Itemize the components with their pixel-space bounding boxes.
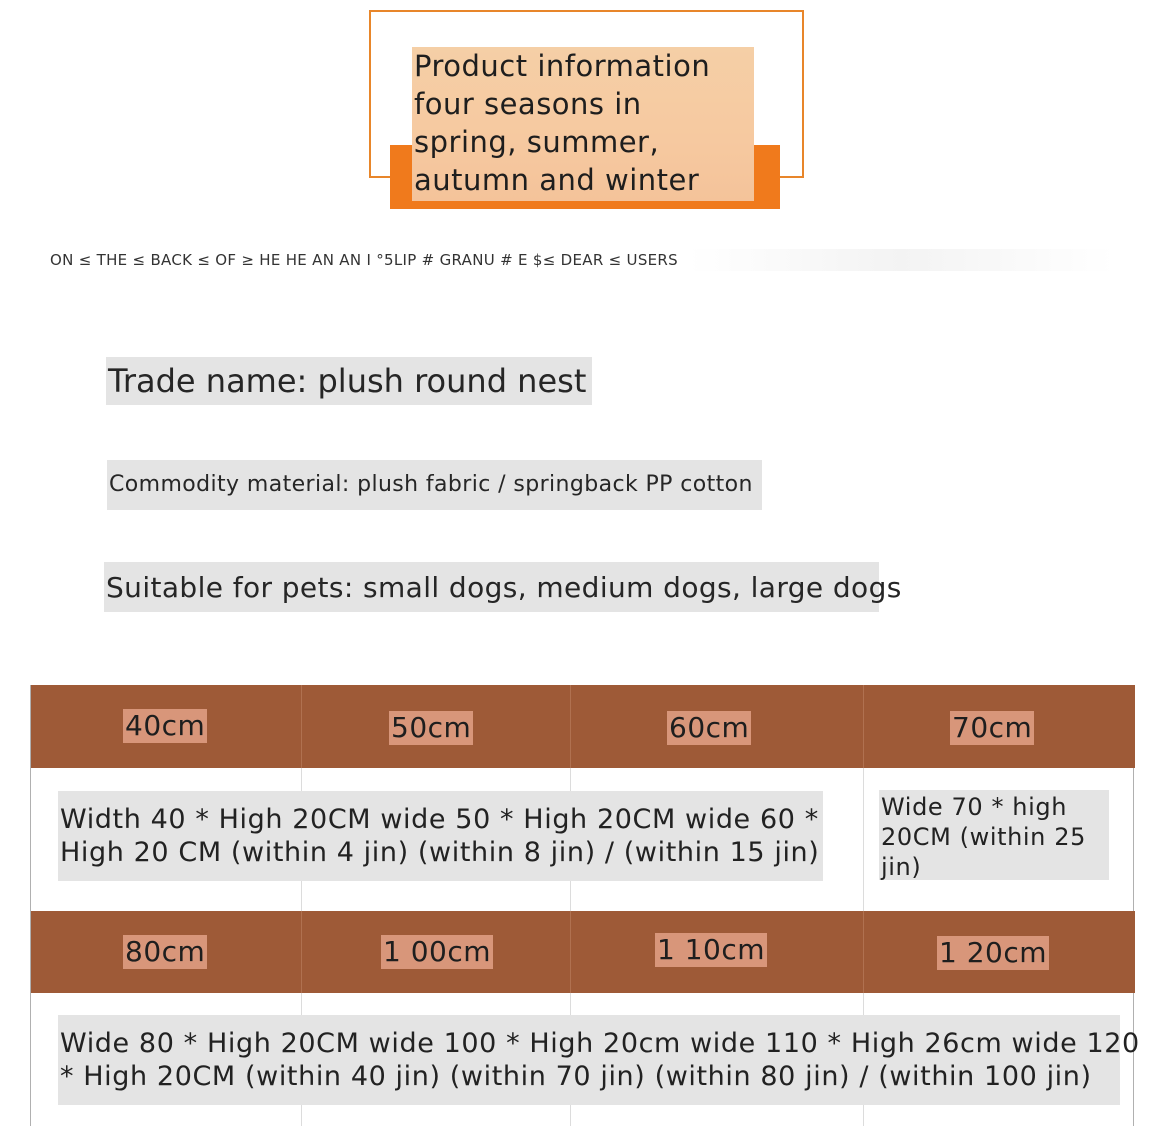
header-frame-foot bbox=[369, 176, 391, 178]
size-label: 1 10cm bbox=[657, 933, 766, 966]
header-title-line: autumn and winter bbox=[414, 163, 700, 197]
size-description-line: Wide 80 * High 20CM wide 100 * High 20cm wide 110 * High 26cm wide 120 bbox=[60, 1028, 1140, 1059]
size-label: 50cm bbox=[391, 711, 472, 744]
size-label: 1 00cm bbox=[383, 935, 492, 968]
header-title-line: Product information bbox=[414, 49, 711, 83]
band-divider bbox=[301, 685, 302, 768]
size-description-line: 20CM (within 25 bbox=[881, 823, 1086, 851]
header-frame-foot bbox=[778, 176, 802, 178]
header-title-line: four seasons in bbox=[414, 87, 642, 121]
size-description-line: jin) bbox=[881, 853, 922, 881]
size-description-line: Width 40 * High 20CM wide 50 * High 20CM wide 60 * bbox=[60, 804, 819, 835]
size-label: 60cm bbox=[669, 711, 750, 744]
size-label: 1 20cm bbox=[939, 936, 1048, 969]
band-divider bbox=[570, 685, 571, 768]
size-table bbox=[30, 685, 1140, 1126]
band-divider bbox=[863, 685, 864, 768]
column-divider bbox=[863, 768, 864, 911]
size-header-row bbox=[31, 911, 1135, 993]
band-divider bbox=[570, 911, 571, 993]
size-label: 40cm bbox=[125, 709, 206, 742]
size-header-row bbox=[31, 685, 1135, 768]
trade-name: Trade name: plush round nest bbox=[106, 357, 592, 405]
band-divider bbox=[301, 911, 302, 993]
size-label: 80cm bbox=[125, 935, 206, 968]
commodity-material: Commodity material: plush fabric / springback PP cotton bbox=[107, 460, 762, 510]
size-description-line: High 20 CM (within 4 jin) (within 8 jin) / (within 15 jin) bbox=[60, 837, 820, 868]
band-divider bbox=[863, 911, 864, 993]
suitable-pets: Suitable for pets: small dogs, medium dogs, large dogs bbox=[104, 562, 879, 612]
size-description bbox=[58, 1015, 1140, 1105]
size-label: 70cm bbox=[952, 711, 1033, 744]
header-title-line: spring, summer, bbox=[414, 125, 660, 159]
size-description-line: Wide 70 * high bbox=[881, 793, 1068, 821]
size-description bbox=[58, 791, 823, 881]
size-description-line: * High 20CM (within 40 jin) (within 70 jin) (within 80 jin) / (within 100 jin) bbox=[60, 1061, 1092, 1092]
subtitle-line: ON ≤ THE ≤ BACK ≤ OF ≥ HE HE AN AN I °5LIP # GRANU # E $≤ DEAR ≤ USERS bbox=[50, 249, 1114, 271]
header-title bbox=[412, 47, 754, 201]
size-description bbox=[879, 790, 1109, 880]
